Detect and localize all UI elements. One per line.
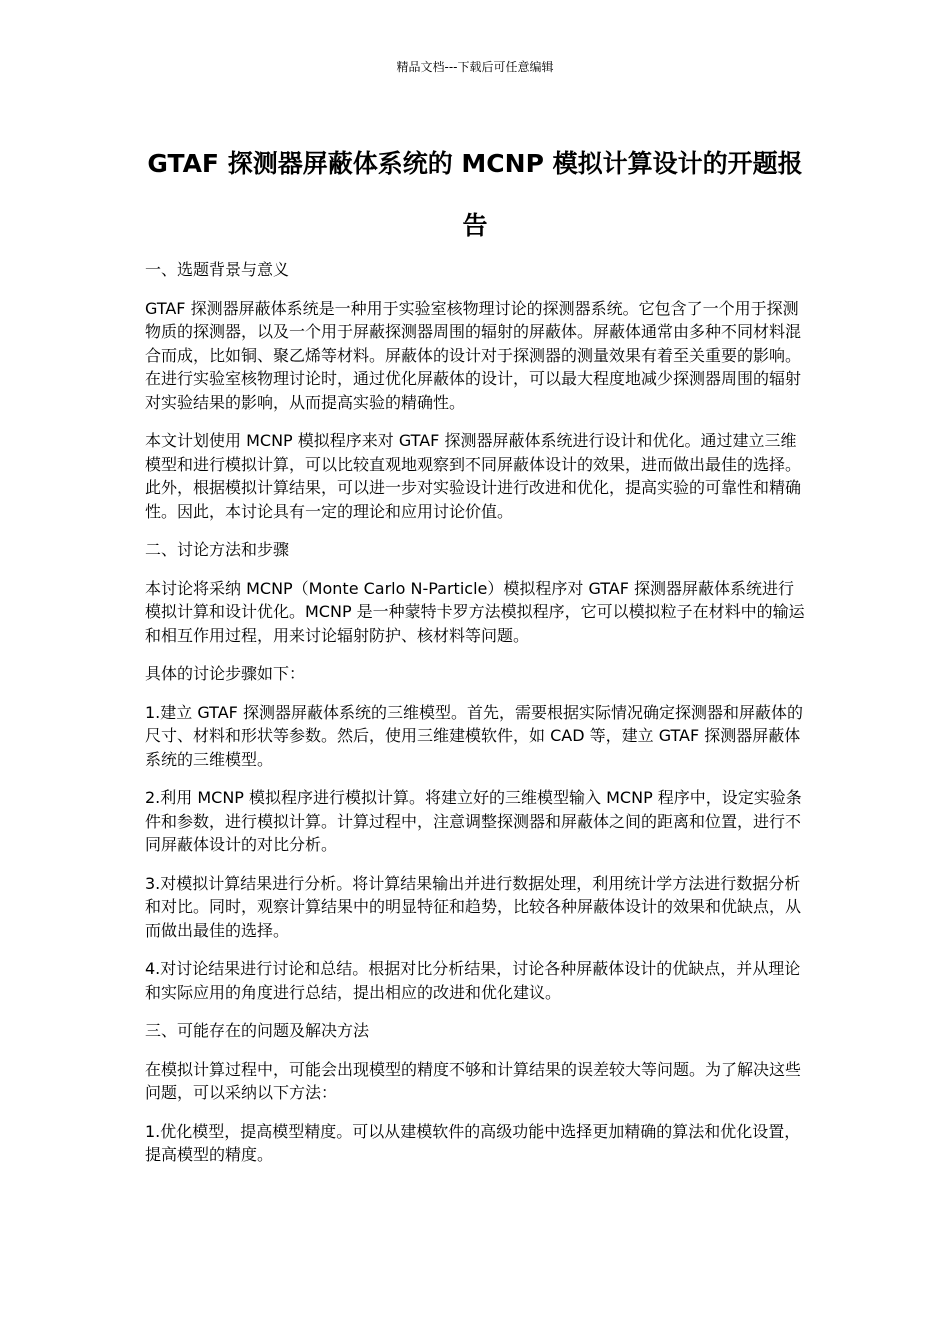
- list-item: 3.对模拟计算结果进行分析。将计算结果输出并进行数据处理，利用统计学方法进行数据分析和对比。同时，观察计算结果中的明显特征和趋势，比较各种屏蔽体设计的效果和优缺点，从而做出最佳的选择。: [145, 873, 802, 940]
- list-item: 4.对讨论结果进行讨论和总结。根据对比分析结果，讨论各种屏蔽体设计的优缺点，并从理论和实际应用的角度进行总结，提出相应的改进和优化建议。: [145, 959, 801, 1002]
- document-body: [145, 258, 807, 1182]
- list-item: 2.利用 MCNP 模拟程序进行模拟计算。将建立好的三维模型输入 MCNP 程序中，设定实验条件和参数，进行模拟计算。计算过程中，注意调整探测器和屏蔽体之间的距离和位置，进行不同屏蔽体设计的对比分析。: [145, 788, 802, 854]
- list-item: 1.优化模型，提高模型精度。可以从建模软件的高级功能中选择更加精确的算法和优化设置，提高模型的精度。: [145, 1121, 801, 1164]
- paragraph: 具体的讨论步骤如下：: [145, 664, 306, 683]
- section-heading-problems: 三、可能存在的问题及解决方法: [145, 1021, 370, 1040]
- header-note: 精品文档---下载后可任意编辑: [396, 60, 554, 74]
- section-heading-methods: 二、讨论方法和步骤: [145, 540, 290, 559]
- list-item: 1.建立 GTAF 探测器屏蔽体系统的三维模型。首先，需要根据实际情况确定探测器和屏蔽体的尺寸、材料和形状等参数。然后，使用三维建模软件，如 CAD 等，建立 GTAF 探测器屏蔽体系统的三维模型。: [145, 702, 803, 769]
- paragraph: 本文计划使用 MCNP 模拟程序来对 GTAF 探测器屏蔽体系统进行设计和优化。通过建立三维模型和进行模拟计算，可以比较直观地观察到不同屏蔽体设计的效果，进而做出最佳的选择。此外，根据模拟计算结果，可以进一步对实验设计进行改进和优化，提高实验的可靠性和精确性。因此，本讨论具有一定的理论和应用讨论价值。: [145, 431, 802, 521]
- paragraph: 本讨论将采纳 MCNP（Monte Carlo N-Particle）模拟程序对 GTAF 探测器屏蔽体系统进行模拟计算和设计优化。MCNP 是一种蒙特卡罗方法模拟程序，它可以模拟粒子在材料中的输运和相互作用过程，用来讨论辐射防护、核材料等问题。: [145, 578, 805, 645]
- document-title: GTAF 探测器屏蔽体系统的 MCNP 模拟计算设计的开题报告: [147, 149, 803, 240]
- section-heading-background: 一、选题背景与意义: [145, 260, 290, 279]
- paragraph: 在模拟计算过程中，可能会出现模型的精度不够和计算结果的误差较大等问题。为了解决这些问题，可以采纳以下方法：: [145, 1059, 802, 1102]
- paragraph: GTAF 探测器屏蔽体系统是一种用于实验室核物理讨论的探测器系统。它包含了一个用于探测物质的探测器，以及一个用于屏蔽探测器周围的辐射的屏蔽体。屏蔽体通常由多种不同材料混合而成，比如铜、聚乙烯等材料。屏蔽体的设计对于探测器的测量效果有着至关重要的影响。在进行实验室核物理讨论时，通过优化屏蔽体的设计，可以最大程度地减少探测器周围的辐射对实验结果的影响，从而提高实验的精确性。: [145, 298, 802, 412]
